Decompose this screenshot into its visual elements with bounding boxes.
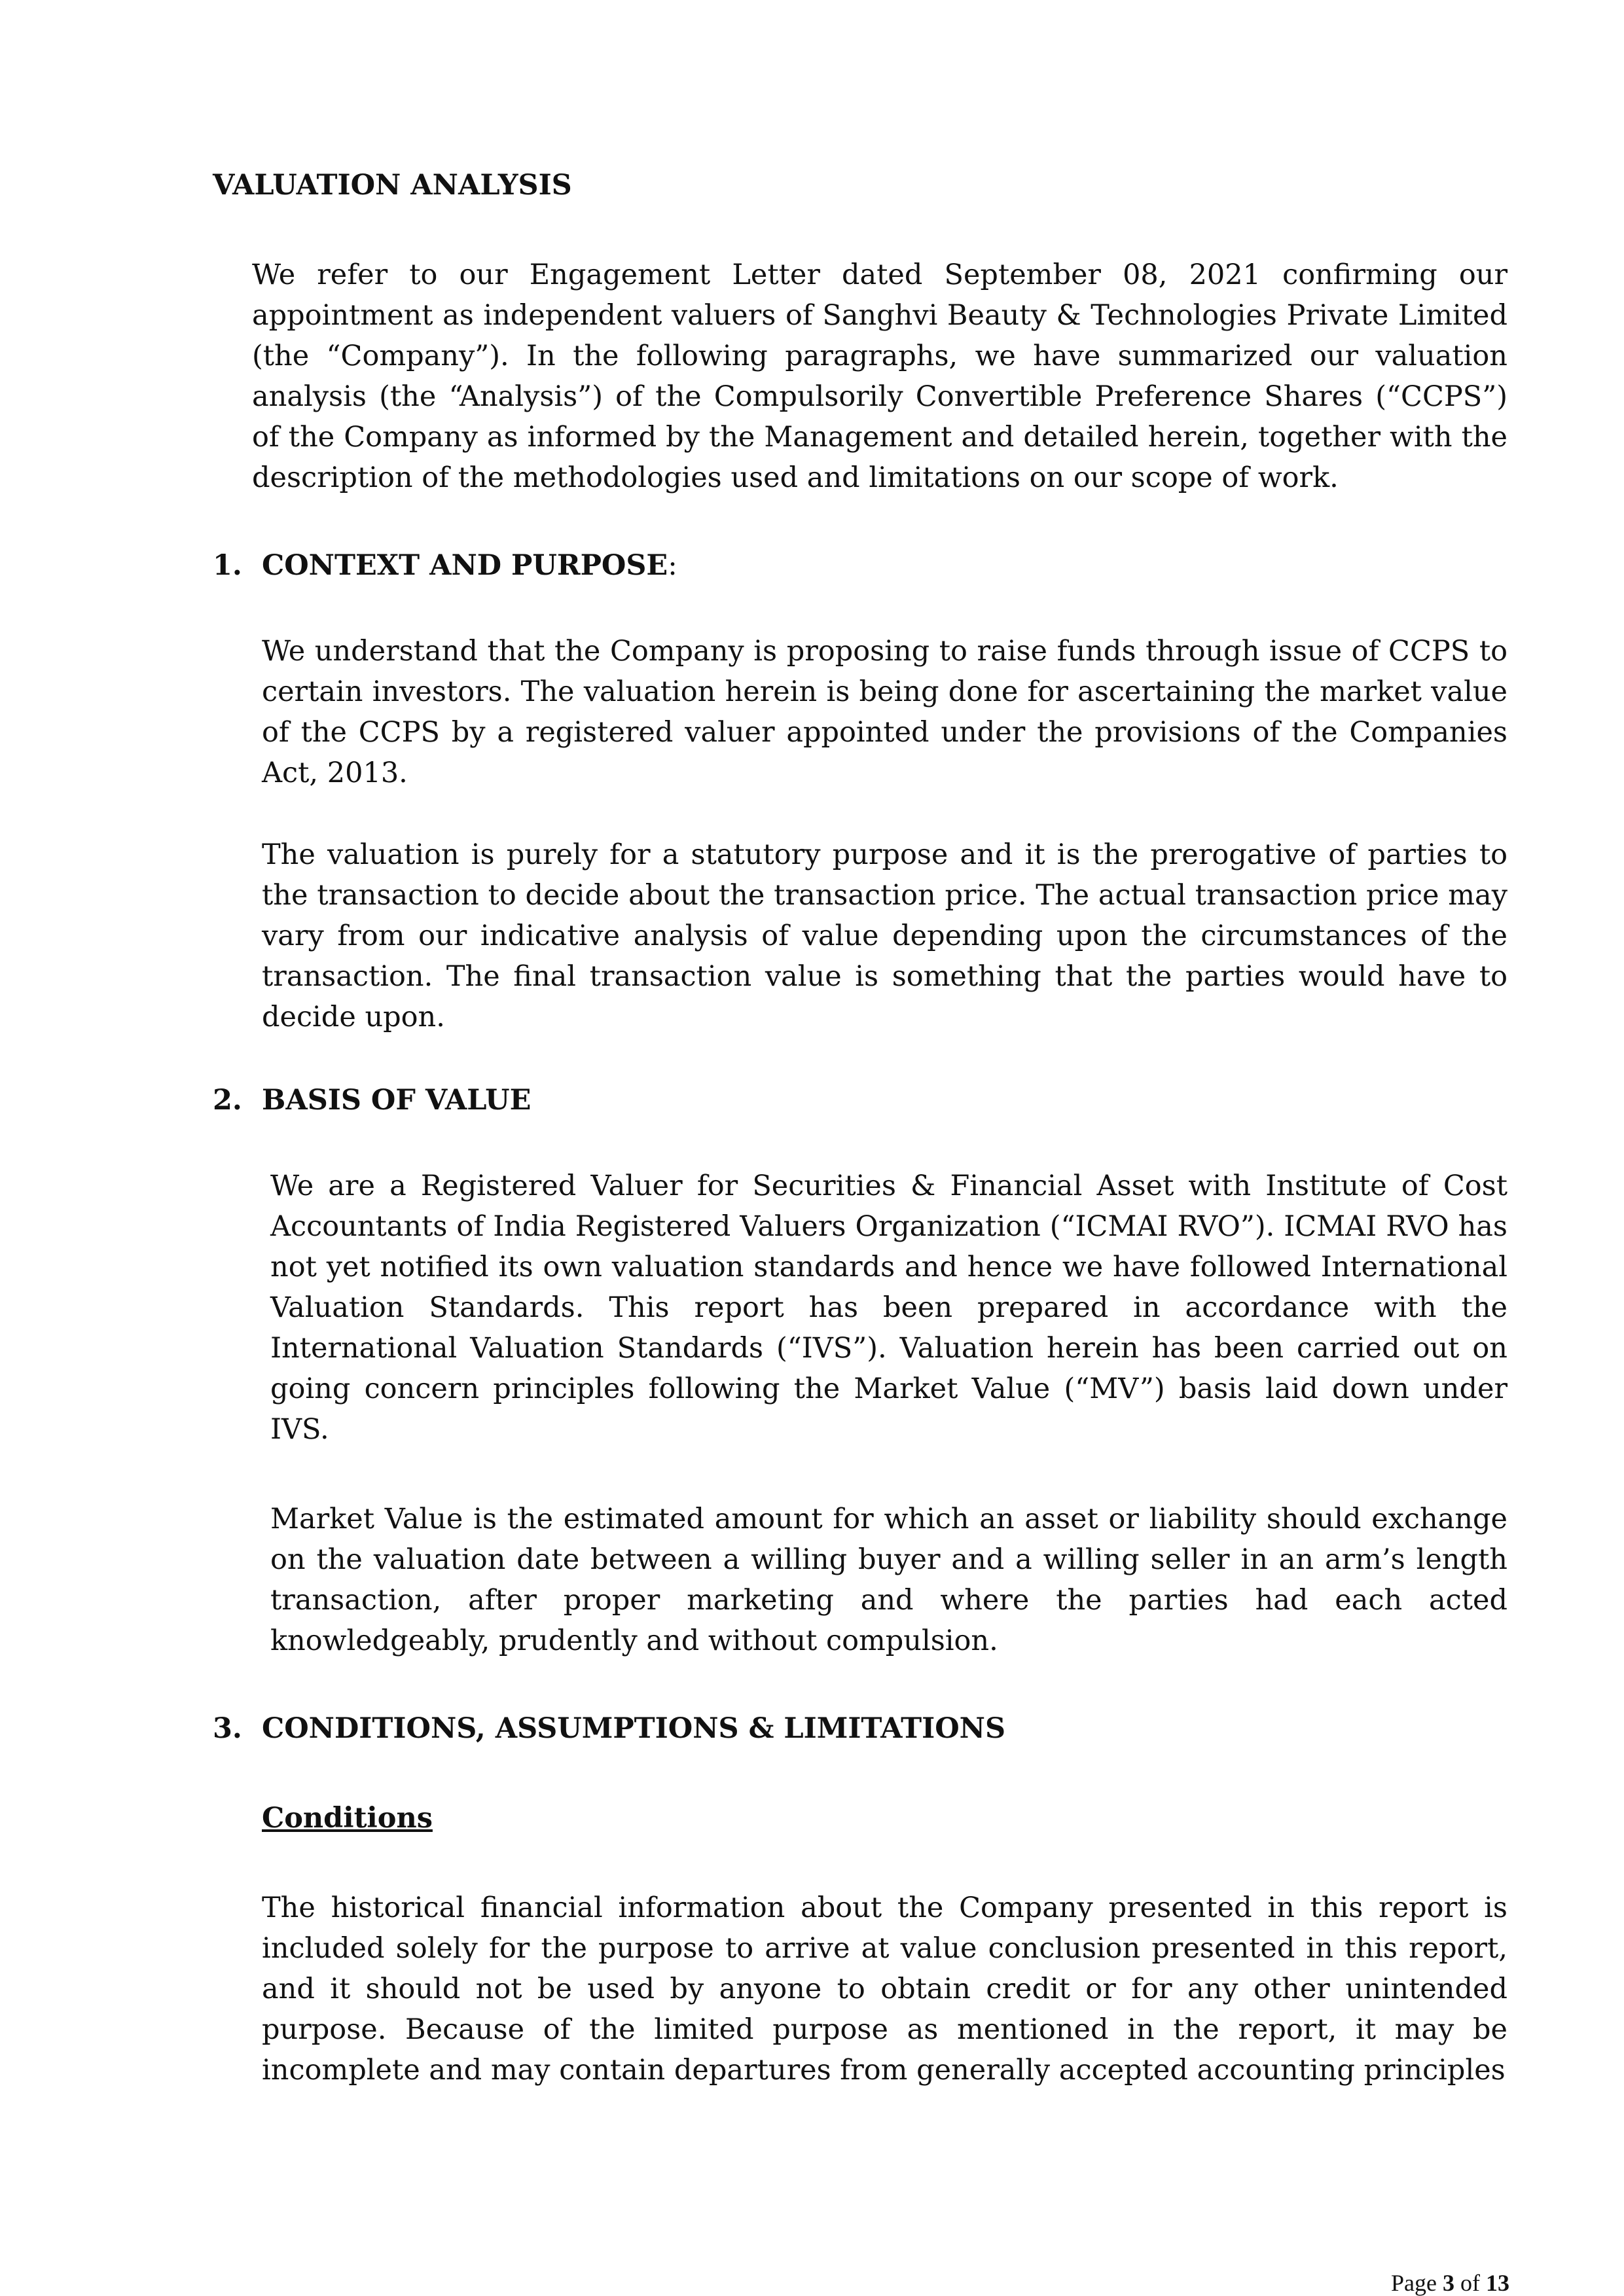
- conditions-paragraph-1: The historical financial information about the Company presented in this report is included solely for the purpose to arrive at value conclusion presented in this report, and it should not be used by anyone to obtain credit or for any other unintended purpose. Because of the limited purpose as mentioned in the report, it may be incomplete and may contain departures from generally accepted accounting principles: [262, 1892, 1507, 2087]
- basis-paragraph-2: Market Value is the estimated amount for which an asset or liability should exchange on the valuation date between a willing buyer and a willing seller in an arm’s length transaction, after proper marketing and where the parties had each acted knowledgeably, prudently and without compulsion.: [270, 1503, 1507, 1657]
- footer-current-page: 3: [1443, 2270, 1454, 2296]
- section-heading-context-purpose: [213, 546, 677, 585]
- document-title: VALUATION ANALYSIS: [213, 169, 572, 202]
- footer-of-label: of: [1454, 2270, 1486, 2296]
- context-paragraph-2: The valuation is purely for a statutory purpose and it is the prerogative of parties to the transaction to decide about the transaction price. The actual transaction price may vary from our indicative analysis of value depending upon the circumstances of the transaction. The final transaction value is something that the parties would have to decide upon.: [262, 838, 1507, 1033]
- section-heading-conditions-assumptions: [213, 1709, 1005, 1748]
- section-title: CONTEXT AND PURPOSE: [262, 549, 668, 582]
- section-title: CONDITIONS, ASSUMPTIONS & LIMITATIONS: [262, 1712, 1006, 1745]
- basis-paragraph-1: We are a Registered Valuer for Securities & Financial Asset with Institute of Cost Accountants of India Registered Valuers Organization (“ICMAI RVO”). ICMAI RVO has not yet notified its own valuation standards and hence we have followed International Valuation Standards. This report has been prepared in accordance with the International Valuation Standards (“IVS”). Valuation herein has been carried out on going concern principles following the Market Value (“MV”) basis laid down under IVS.: [270, 1170, 1507, 1446]
- section-number: 2.: [213, 1084, 242, 1117]
- section-heading-basis-of-value: [213, 1081, 531, 1120]
- page-number-footer: [1391, 2270, 1509, 2296]
- footer-total-pages: 13: [1486, 2270, 1509, 2296]
- footer-page-label: Page: [1391, 2270, 1443, 2296]
- section-title-suffix: :: [668, 549, 677, 582]
- intro-paragraph: We refer to our Engagement Letter dated September 08, 2021 confirming our appointment as independent valuers of Sanghvi Beauty & Technologies Private Limited (the “Company”). In the following paragraphs, we have summarized our valuation analysis (the “Analysis”) of the Compulsorily Convertible Preference Shares (“CCPS”) of the Company as informed by the Management and detailed herein, together with the description of the methodologies used and limitations on our scope of work.: [252, 259, 1507, 494]
- subheading-conditions: Conditions: [262, 1802, 433, 1835]
- section-number: 3.: [213, 1712, 242, 1745]
- section-title: BASIS OF VALUE: [262, 1084, 532, 1117]
- context-paragraph-1: We understand that the Company is proposing to raise funds through issue of CCPS to certain investors. The valuation herein is being done for ascertaining the market value of the CCPS by a registered valuer appointed under the provisions of the Companies Act, 2013.: [262, 635, 1507, 789]
- section-number: 1.: [213, 549, 242, 582]
